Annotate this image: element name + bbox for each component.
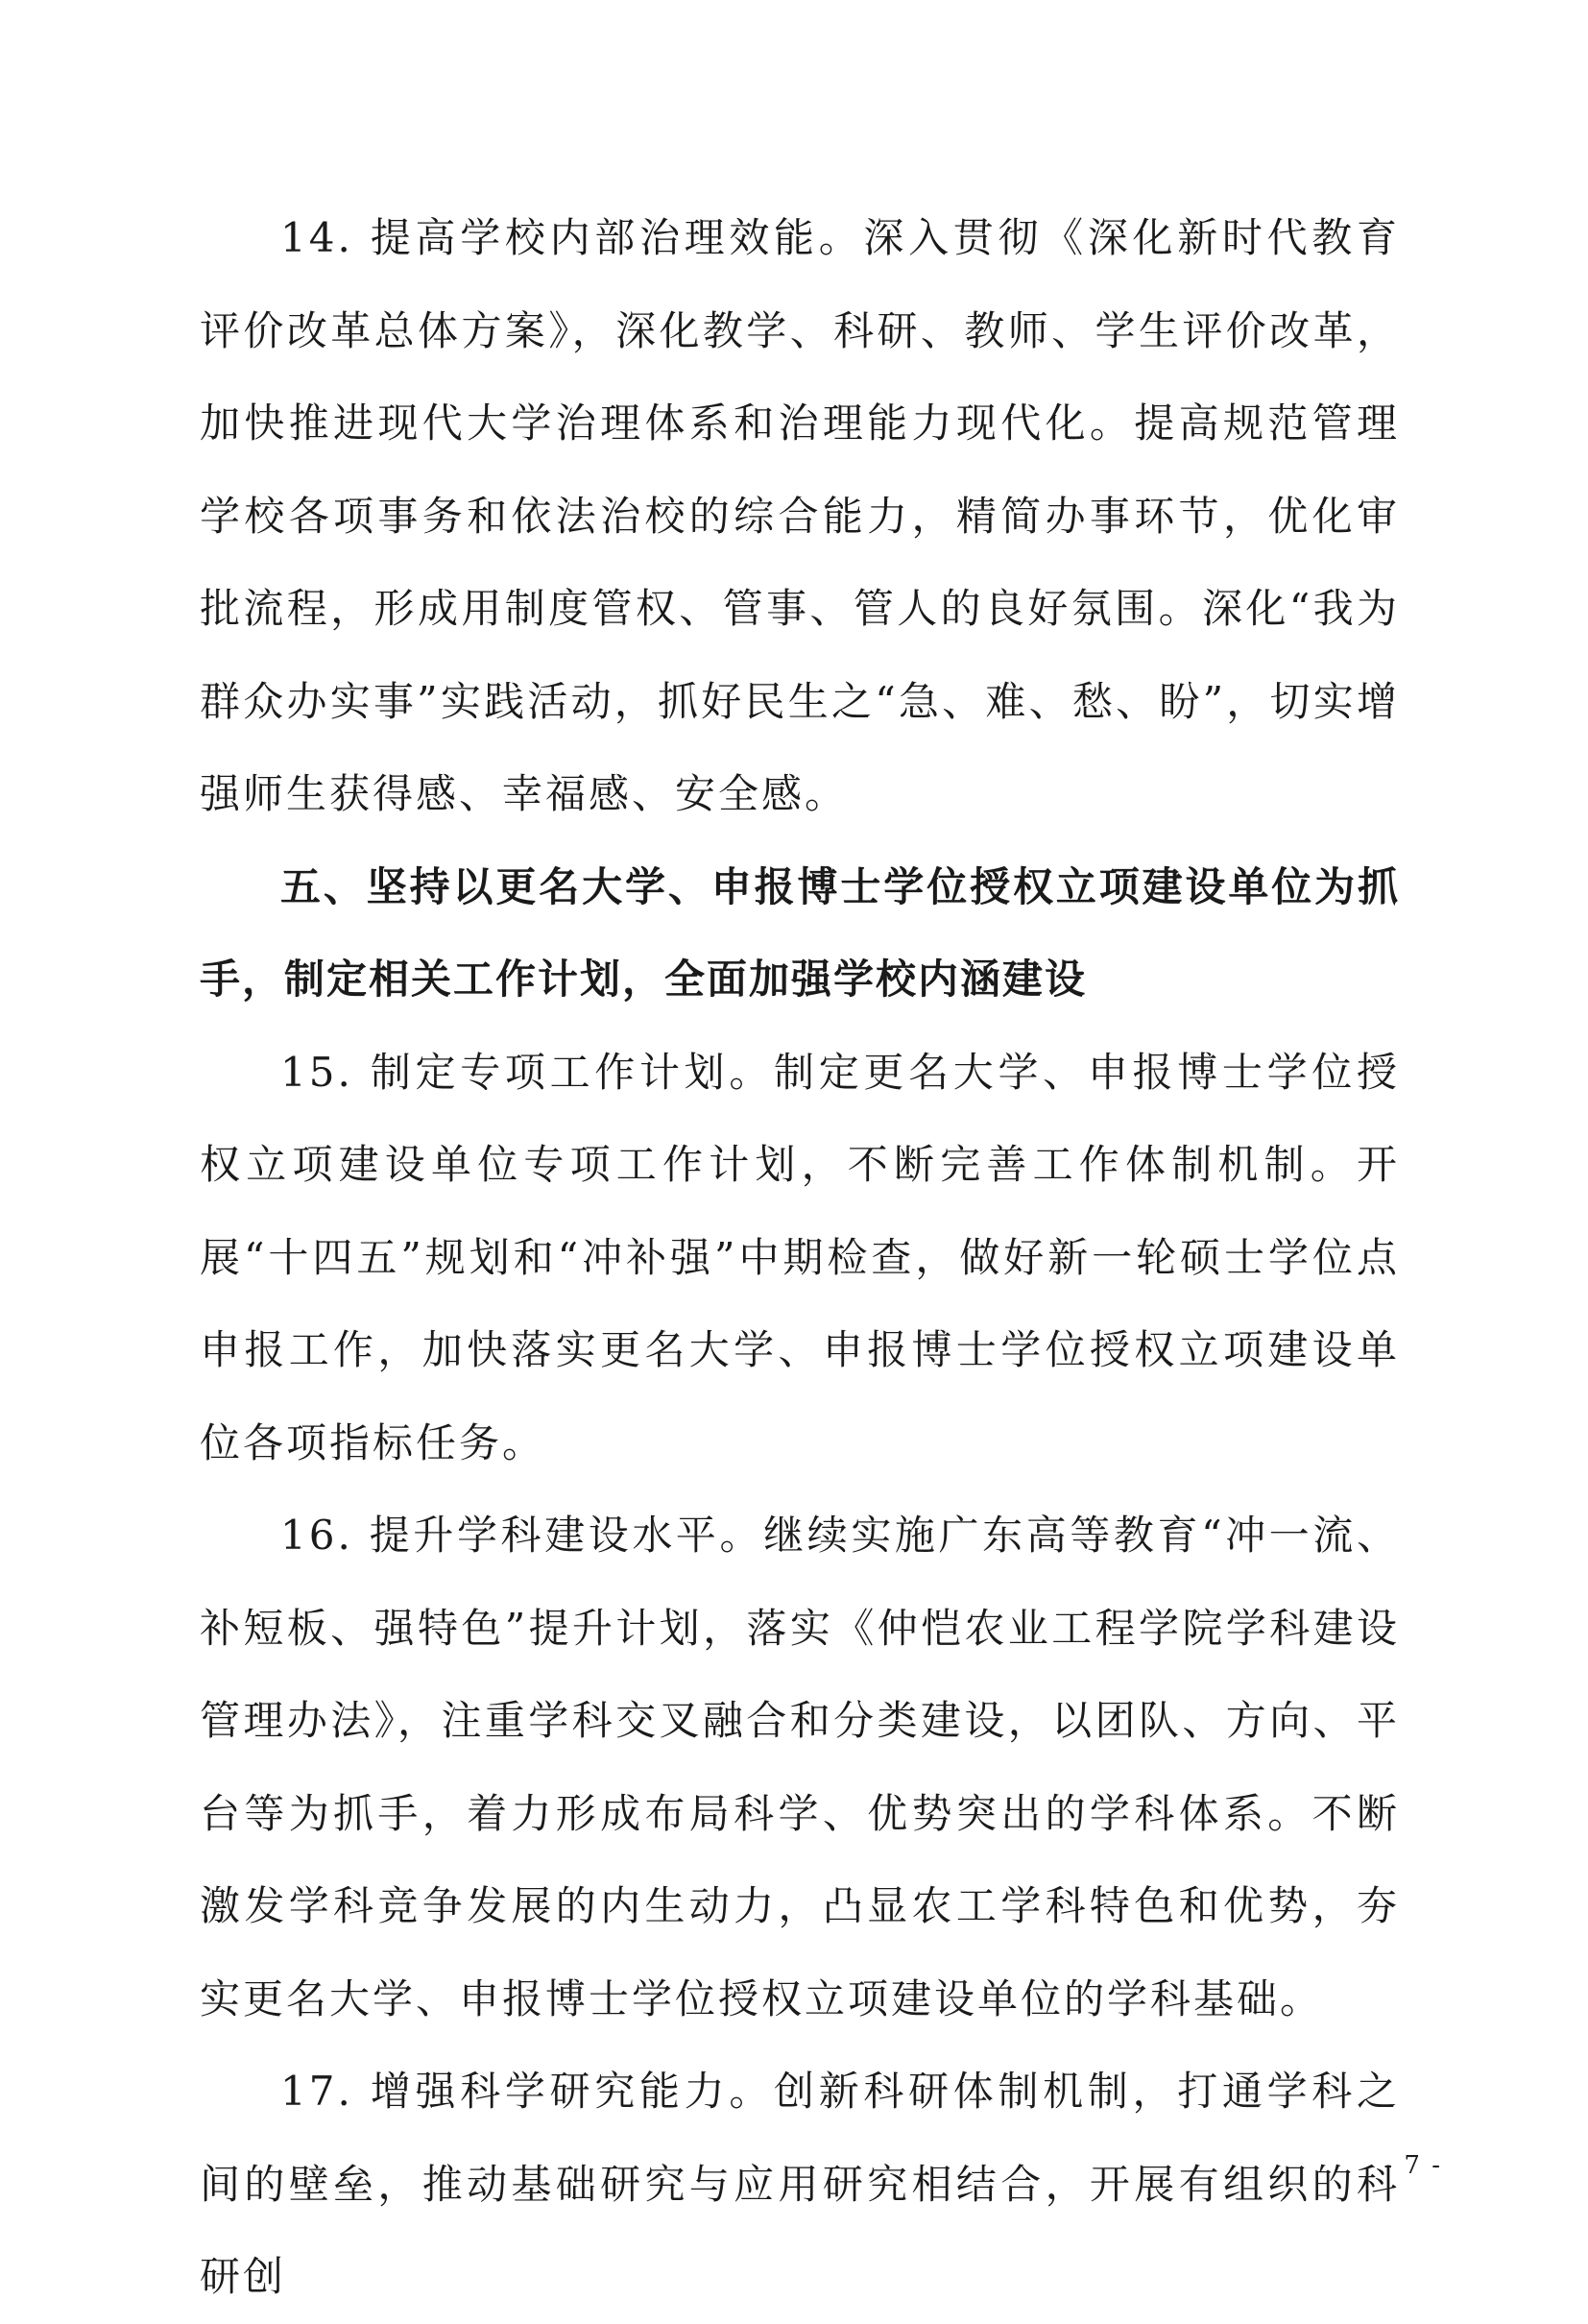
paragraph-16: 16. 提升学科建设水平。继续实施广东高等教育“冲一流、补短板、强特色”提升计划，落实《仲恺农业工程学院学科建设管理办法》，注重学科交叉融合和分类建设，以团队、方向、平台等为抓手，着力形成布局科学、优势突出的学科体系。不断激发学科竞争发展的内生动力，凸显农工学科特色和优势，夯实更名大学、申报博士学位授权立项建设单位的学科基础。 (200, 1512, 1400, 2022)
section-heading-5: 五、坚持以更名大学、申报博士学位授权立项建设单位为抓手，制定相关工作计划，全面加强学校内涵建设 (200, 862, 1400, 1003)
paragraph-17: 17. 增强科学研究能力。创新科研体制机制，打通学科之间的壁垒，推动基础研究与应用研究相结合，开展有组织的科研创 (200, 2068, 1400, 2300)
document-body (200, 192, 1400, 2324)
page-number: - 7 - (1383, 2151, 1442, 2180)
paragraph-14: 14. 提高学校内部治理效能。深入贯彻《深化新时代教育评价改革总体方案》，深化教学、科研、教师、学生评价改革，加快推进现代大学治理体系和治理能力现代化。提高规范管理学校各项事务和依法治校的综合能力，精简办事环节，优化审批流程，形成用制度管权、管事、管人的良好氛围。深化“我为群众办实事”实践活动，抓好民生之“急、难、愁、盼”，切实增强师生获得感、幸福感、安全感。 (200, 214, 1400, 817)
paragraph-15: 15. 制定专项工作计划。制定更名大学、申报博士学位授权立项建设单位专项工作计划，不断完善工作体制机制。开展“十四五”规划和“冲补强”中期检查，做好新一轮硕士学位点申报工作，加快落实更名大学、申报博士学位授权立项建设单位各项指标任务。 (200, 1048, 1400, 1466)
